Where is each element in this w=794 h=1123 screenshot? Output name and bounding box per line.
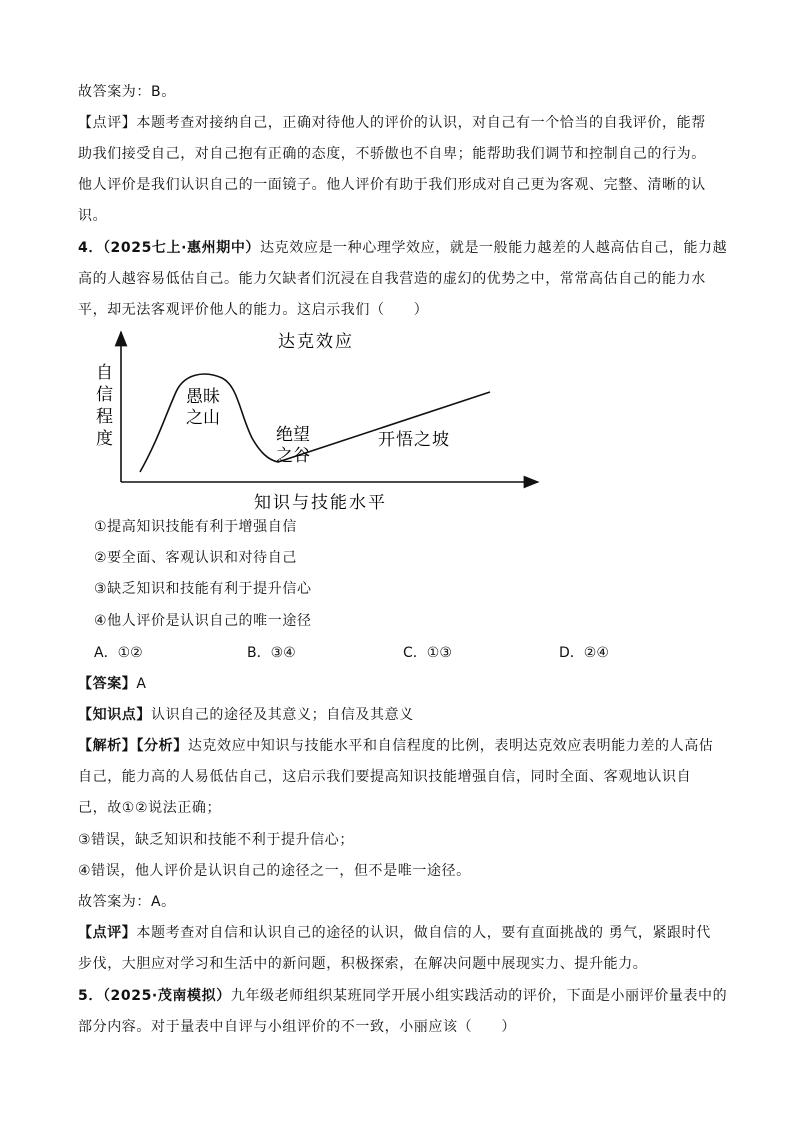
analysis-line-1	[78, 736, 713, 756]
question-4-number: 4．	[78, 240, 103, 256]
review-line-1	[78, 923, 711, 943]
dunning-kruger-figure	[88, 322, 558, 518]
final-answer-line: 故答案为：A。	[78, 894, 176, 910]
analysis-tag: 【解析】【分析】	[78, 738, 188, 754]
choice-b: B．③④	[247, 645, 296, 661]
question-4-stem-text: 达克效应是一种心理学效应，就是一般能力越差的人越高估自己，能力越	[260, 240, 728, 256]
question-4-stem-line-3: 平，却无法客观评价他人的能力。这启示我们（ ）	[78, 302, 429, 318]
question-5-source: （2025·茂南模拟）	[102, 988, 231, 1004]
option-4: ④他人评价是认识自己的唯一途径	[94, 613, 312, 629]
peak-label-line-1: 愚昧	[186, 387, 220, 407]
question-5-stem-text: 九年级老师组织某班同学开展小组实践活动的评价，下面是小丽评价量表中的	[230, 988, 728, 1004]
figure-title: 达克效应	[278, 332, 354, 352]
question-5-number: 5．	[78, 988, 103, 1004]
answer-tag: 【答案】	[78, 676, 137, 692]
option-2: ②要全面、客观认识和对待自己	[94, 550, 297, 566]
choice-c: C．①③	[403, 645, 452, 661]
question-5-stem-line-2: 部分内容。对于量表中自评与小组评价的不一致，小丽应该（ ）	[78, 1019, 516, 1035]
answer-line	[78, 674, 147, 694]
question-5-stem-line-1	[78, 986, 727, 1006]
previous-answer-line: 故答案为：B。	[78, 84, 176, 100]
peak-label-line-2: 之山	[186, 408, 220, 428]
answer-value: A	[136, 676, 147, 692]
option-3: ③缺乏知识和技能有利于提升信心	[94, 581, 312, 597]
knowledge-line	[78, 705, 414, 725]
y-axis-label-char-3: 程	[96, 407, 113, 427]
analysis-line-2: 自己，能力高的人易低估自己，这启示我们要提高知识技能增强自信，同时全面、客观地认识自	[78, 769, 692, 785]
knowledge-text: 认识自己的途径及其意义；自信及其意义	[151, 707, 414, 723]
slope-label: 开悟之坡	[378, 430, 450, 450]
option-1: ①提高知识技能有利于增强自信	[94, 519, 297, 535]
choice-d: D．②④	[559, 645, 609, 661]
y-axis-label-char-2: 信	[96, 385, 113, 405]
choice-a: A．①②	[94, 645, 143, 661]
y-axis-label-char-4: 度	[96, 429, 113, 449]
review-text-1: 本题考查对自信和认识自己的途径的认识，做自信的人，要有直面挑战的 勇气，紧跟时代	[136, 925, 711, 941]
y-axis-label-char-1: 自	[96, 363, 113, 383]
previous-review-line-4: 识。	[78, 208, 108, 224]
question-4-stem-line-1	[78, 238, 727, 258]
previous-review-line-1: 【点评】本题考查对接纳自己，正确对待他人的评价的认识，对自己有一个恰当的自我评价，能帮	[78, 115, 706, 131]
analysis-line-3: 己，故①②说法正确；	[78, 800, 222, 816]
analysis-line-4: ③错误，缺乏知识和技能不利于提升信心；	[78, 832, 354, 848]
previous-review-line-3: 他人评价是我们认识自己的一面镜子。他人评价有助于我们形成对自己更为客观、完整、清晰的认	[78, 177, 706, 193]
x-axis-label: 知识与技能水平	[254, 493, 387, 513]
question-4-source: （2025七上·惠州期中）	[102, 240, 261, 256]
review-line-2: 步伐，大胆应对学习和生活中的新问题，积极探索，在解决问题中展现实力、提升能力。	[78, 956, 648, 972]
review-tag: 【点评】	[78, 925, 137, 941]
question-4-stem-line-2: 高的人越容易低估自己。能力欠缺者们沉浸在自我营造的虚幻的优势之中，常常高估自己的能力水	[78, 271, 706, 287]
analysis-text-1: 达克效应中知识与技能水平和自信程度的比例，表明达克效应表明能力差的人高估	[187, 738, 714, 754]
valley-label-line-1: 绝望	[276, 425, 310, 445]
analysis-line-5: ④错误，他人评价是认识自己的途径之一，但不是唯一途径。	[78, 863, 471, 879]
valley-label-line-2: 之谷	[276, 446, 310, 466]
knowledge-tag: 【知识点】	[78, 707, 151, 723]
previous-review-line-2: 助我们接受自己，对自己抱有正确的态度，不骄傲也不自卑；能帮助我们调节和控制自己的行为。	[78, 146, 706, 162]
